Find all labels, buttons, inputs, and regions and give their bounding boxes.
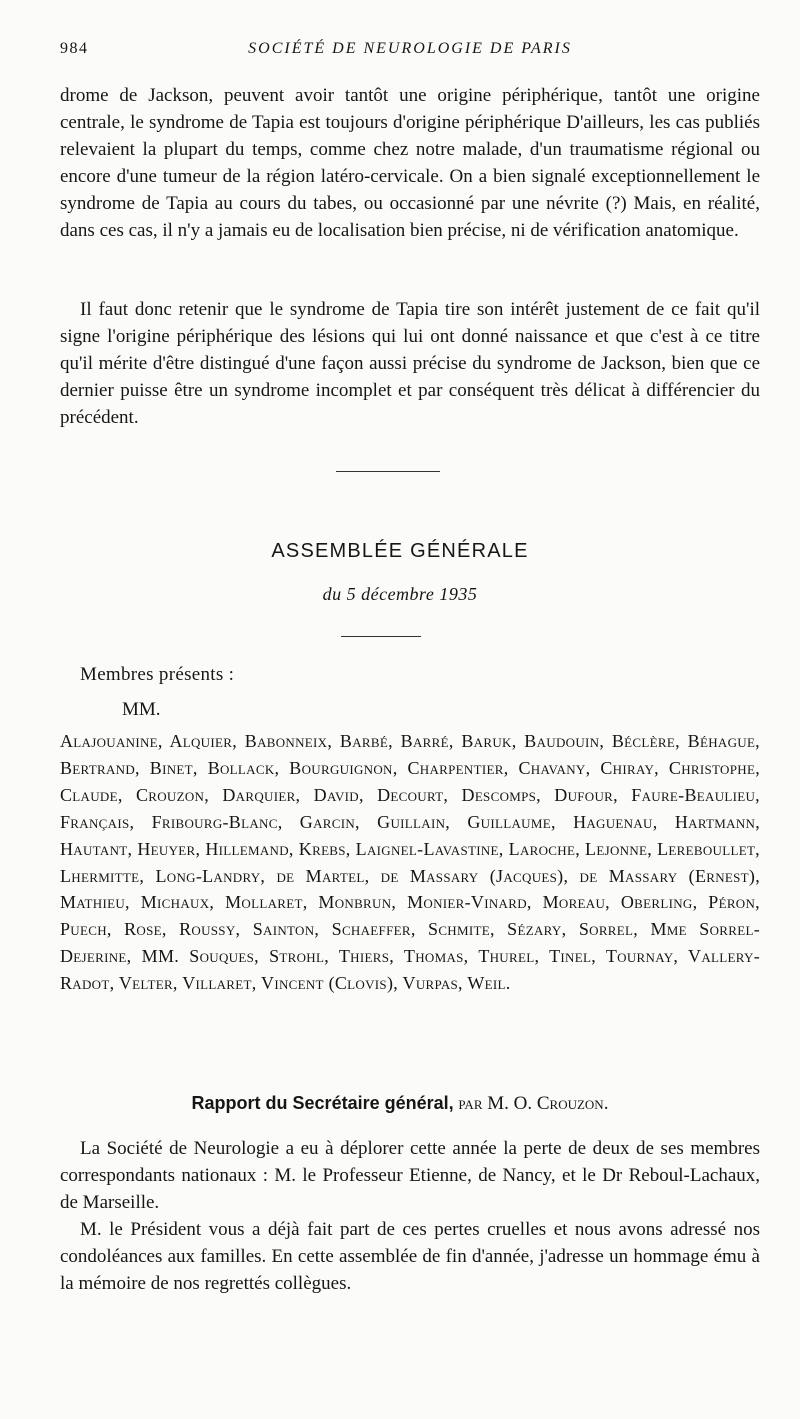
- report-author: par M. O. Crouzon.: [458, 1093, 609, 1114]
- members-list: Alajouanine, Alquier, Babonneix, Barbé, Barré, Baruk, Baudouin, Béclère, Béhague, Bertrand, Binet, Bollack, Bourguignon, Charpentier, Chavany, Chiray, Christophe, Claude, Crouzon, Darquier, David, Decourt, Descomps, Dufour, Faure-Beaulieu, Français, Fribourg-Blanc, Garcin, Guillain, Guillaume, Haguenau, Hartmann, Hautant, Heuyer, Hillemand, Krebs, Laignel-Lavastine, Laroche, Lejonne, Lereboullet, Lhermitte, Long-Landry, de Martel, de Massary (Jacques), de Massary (Ernest), Mathieu, Michaux, Mollaret, Monbrun, Monier-Vinard, Moreau, Oberling, Péron, Puech, Rose, Roussy, Sainton, Schaeffer, Schmite, Sézary, Sorrel, Mme Sorrel-Dejerine, MM. Souques, Strohl, Thiers, Thomas, Thurel, Tinel, Tournay, Vallery-Radot, Velter, Villaret, Vincent (Clovis), Vurpas, Weil.: [60, 731, 760, 994]
- subsection-divider: [341, 636, 421, 637]
- report-paragraph-1: La Société de Neurologie a eu à déplorer cette année la perte de deux de ses membres correspondants nationaux : M. le Professeur Etienne, de Nancy, et le Dr Reboul-Lachaux, de Marseille.: [60, 1138, 760, 1213]
- page-number: 984: [60, 40, 89, 57]
- paragraph-conclusion: Il faut donc retenir que le syndrome de Tapia tire son intérêt justement de ce fait qu'il signe l'origine périphérique des lésions qui lui ont donné naissance et que c'est à ce titre qu'il mérite d'être distingué d'une façon aussi précise du syndrome de Jackson, bien que ce dernier puisse être un syndrome incomplet et par conséquent très délicat à différencier du précédent.: [60, 299, 760, 428]
- section-divider: [336, 471, 440, 472]
- section-heading: ASSEMBLÉE GÉNÉRALE: [271, 540, 529, 562]
- report-paragraph-2: M. le Président vous a déjà fait part de ces pertes cruelles et nous avons adressé nos condoléances aux familles. En cette assemblée de fin d'année, j'adresse un hommage ému à la mémoire de nos regrettés collègues.: [60, 1219, 760, 1294]
- paragraph-continued: drome de Jackson, peuvent avoir tantôt une origine périphérique, tantôt une origine centrale, le syndrome de Tapia est toujours d'origine périphérique D'ailleurs, les cas publiés relevaient la plupart du temps, comme chez notre malade, d'un traumatisme régional ou encore d'une tumeur de la région latéro-cervicale. On a bien signalé exceptionnellement le syndrome de Tapia au cours du tabes, ou occasionné par une névrite (?) Mais, en réalité, dans ces cas, il n'y a jamais eu de localisation bien précise, ni de vérification anatomique.: [60, 85, 760, 241]
- section-date: du 5 décembre 1935: [322, 584, 478, 604]
- report-title: [0, 1093, 800, 1115]
- report-title-text: Rapport du Secrétaire général,: [191, 1093, 454, 1113]
- running-head: [60, 40, 760, 66]
- members-honorific: MM.: [122, 699, 161, 720]
- members-label: Membres présents :: [80, 664, 235, 685]
- running-title: SOCIÉTÉ DE NEUROLOGIE DE PARIS: [248, 40, 572, 57]
